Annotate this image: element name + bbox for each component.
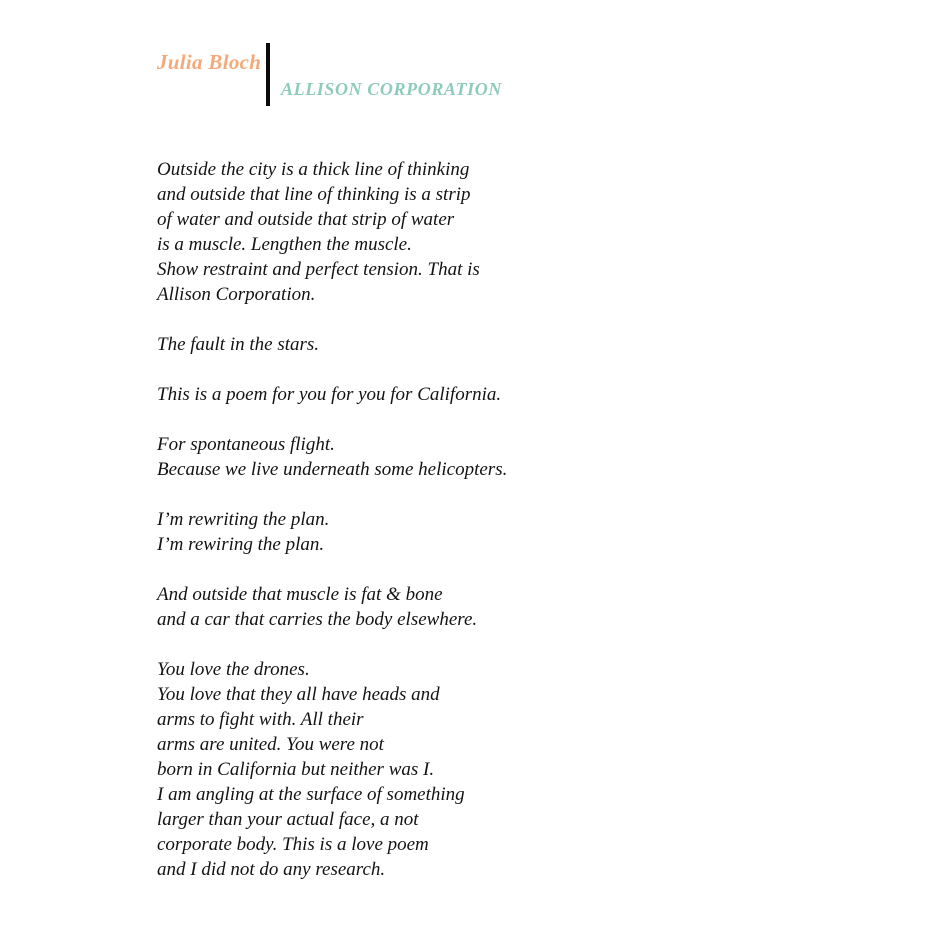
poem-line: larger than your actual face, a not bbox=[157, 809, 419, 830]
poem-line: and a car that carries the body elsewhere. bbox=[157, 609, 478, 630]
poem-line: The fault in the stars. bbox=[157, 334, 320, 355]
poem-line: This is a poem for you for you for California. bbox=[157, 384, 502, 405]
poem-line: You love the drones. bbox=[157, 659, 310, 680]
poem-body bbox=[157, 157, 507, 882]
poem-line: Show restraint and perfect tension. That is bbox=[157, 259, 480, 280]
stanza bbox=[157, 382, 507, 407]
poem-line: For spontaneous flight. bbox=[157, 434, 335, 455]
header-divider bbox=[266, 43, 270, 106]
poem-line: corporate body. This is a love poem bbox=[157, 834, 429, 855]
stanza bbox=[157, 332, 507, 357]
poem-line: I’m rewriting the plan. bbox=[157, 509, 330, 530]
poem-line: And outside that muscle is fat & bone bbox=[157, 584, 443, 605]
poem-title: ALLISON CORPORATION bbox=[281, 79, 502, 99]
stanza bbox=[157, 507, 507, 557]
poem-line: Allison Corporation. bbox=[157, 284, 316, 305]
stanza bbox=[157, 432, 507, 482]
poem-line: I’m rewiring the plan. bbox=[157, 534, 325, 555]
poem-line: I am angling at the surface of something bbox=[157, 784, 465, 805]
poem-line: You love that they all have heads and bbox=[157, 684, 440, 705]
poem-line: arms are united. You were not bbox=[157, 734, 384, 755]
stanza bbox=[157, 157, 507, 307]
poem-line: of water and outside that strip of water bbox=[157, 209, 455, 230]
poem-line: born in California but neither was I. bbox=[157, 759, 435, 780]
poem-line: is a muscle. Lengthen the muscle. bbox=[157, 234, 412, 255]
stanza bbox=[157, 657, 507, 882]
stanza bbox=[157, 582, 507, 632]
poem-line: Because we live underneath some helicopters. bbox=[157, 459, 508, 480]
poem-line: Outside the city is a thick line of thinking bbox=[157, 159, 470, 180]
poem-line: and I did not do any research. bbox=[157, 859, 386, 880]
poem-line: and outside that line of thinking is a strip bbox=[157, 184, 471, 205]
author-name: Julia Bloch bbox=[157, 50, 262, 74]
poem-line: arms to fight with. All their bbox=[157, 709, 364, 730]
